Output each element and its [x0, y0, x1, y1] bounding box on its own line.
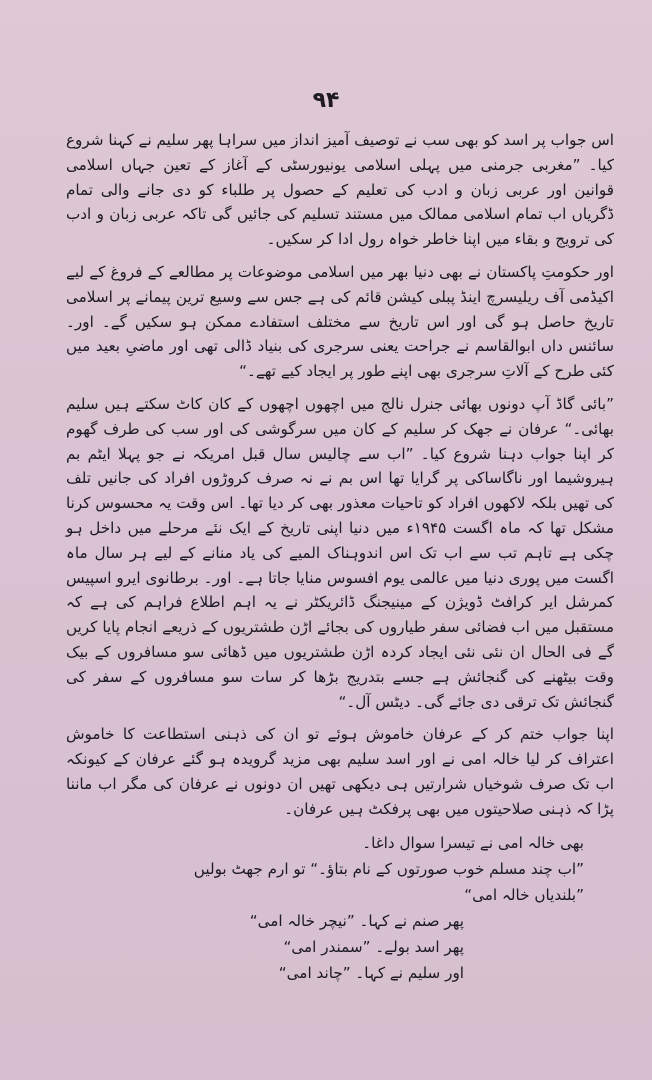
paragraph-2: اور حکومتِ پاکستان نے بھی دنیا بھر میں اسلامی موضوعات پر مطالعے کے فروغ کے لیے اکیڈمی آف ریلیسرچ اینڈ پبلی کیشن قائم کی ہے جس سے وسیع ترین پیمانے پر اسلامی تاریخ حاصل ہو گی اور اس تاریخ سے مختلف استفادے ممکن ہو سکیں گے۔ اور۔ سائنس داں ابوالقاسم نے جراحت یعنی سرجری کی بنیاد ڈالی تھی اور ماضیِ بعید میں کئی طرح کے آلاتِ سرجری بھی اپنے طور پر ایجاد کیے تھے۔“ — [66, 262, 614, 381]
page-text — [66, 128, 614, 1068]
paragraph-1: اس جواب پر اسد کو بھی سب نے توصیف آمیز انداز میں سراہا پھر سلیم نے کہنا شروع کیا۔ ”مغربی جرمنی میں پہلی اسلامی یونیورسٹی کے آغاز کے تعین جہاں اسلامی قوانین اور عربی زبان و ادب کی تعلیم کے حصول پر طلباء کو دی جانے والی تمام ڈگریاں اب تمام اسلامی ممالک میں مستند تسلیم کی جائیں گی تاکہ عربی زبان و ادب کی ترویج و بقاء میں اپنا خاطر خواہ رول ادا کر سکیں۔ — [66, 131, 614, 249]
dialogue-line-4: پھر صنم نے کہا۔ ”نیچر خالہ امی“ — [249, 911, 464, 930]
dialogue-line-2: ”اب چند مسلم خوب صورتوں کے نام بتاؤ۔“ تو ارم جھٹ بولیں — [193, 859, 584, 878]
dialogue-line-5: پھر اسد بولے۔ ”سمندر امی“ — [283, 937, 464, 956]
page-number: ۹۴ — [312, 88, 340, 113]
dialogue-line-6: اور سلیم نے کہا۔ ”چاند امی“ — [278, 963, 464, 982]
dialogue-line-3: ”بلندیاں خالہ امی“ — [464, 885, 584, 904]
paragraph-4: اپنا جواب ختم کر کے عرفان خاموش ہوئے تو ان کی ذہنی استطاعت کا خاموش اعتراف کر لیا خالہ امی نے اور اسد سلیم بھی مزید گرویدہ ہو گئے عرفان کے کیونکہ اب تک صرف شوخیاں شرارتیں ہی دیکھی تھیں ان دونوں نے عرفان کی مگر اب ماننا پڑا کہ ذہنی صلاحیتوں میں بھی پرفکٹ ہیں عرفان۔ — [66, 725, 614, 818]
dialogue-block — [66, 830, 614, 986]
dialogue-line-1: بھی خالہ امی نے تیسرا سوال داغا۔ — [362, 833, 584, 852]
paragraph-3: ”بائی گاڈ آپ دونوں بھائی جنرل نالج میں اچھوں اچھوں کے کان کاٹ سکتے ہیں سلیم بھائی۔“ عرفان نے جھک کر سلیم کے کان میں سرگوشی کی اور سب کی طرف گھوم کر اپنا جواب دہنا شروع کیا۔ ”اب سے چالیس سال قبل امریکہ نے جو پہلا ایٹم بم ہیروشیما اور ناگاساکی پر گرایا تھا اس بم نے نہ صرف کروڑوں افراد کی جانیں تلف کی تھیں بلکہ لاکھوں افراد کو تاحیات معذور بھی کر دیا تھا۔ اس وقت یہ محسوس کرنا مشکل تھا کہ ماہ اگست ۱۹۴۵ء میں دنیا اپنی تاریخ کے ایک نئے مرحلے میں داخل ہو چکی ہے تاہم تب سے اب تک اس اندوہناک المیے کی یاد منانے کے لیے ہر سال ماہ اگست میں پوری دنیا میں عالمی یوم افسوس منایا جاتا ہے۔ اور۔ برطانوی ایرو اسپیس کمرشل ایر کرافٹ ڈویژن کے مینیجنگ ڈائریکٹر نے یہ اہم اطلاع فراہم کی ہے کہ مستقبل میں اب فضائی سفر طیاروں کی بجائے اڑن طشتریوں کے ذریعے انجام پایا کریں گے فی الحال ان نئی نئی ایجاد کردہ اڑن طشتریوں میں ڈھائی سو مسافروں کے بیک وقت بیٹھنے کی گنجائش ہے جسے بتدریج بڑھا کر سات سو مسافروں کے سفر کی گنجائش تک ترقی دی جائے گی۔ دیٹس آل۔“ — [66, 394, 614, 711]
